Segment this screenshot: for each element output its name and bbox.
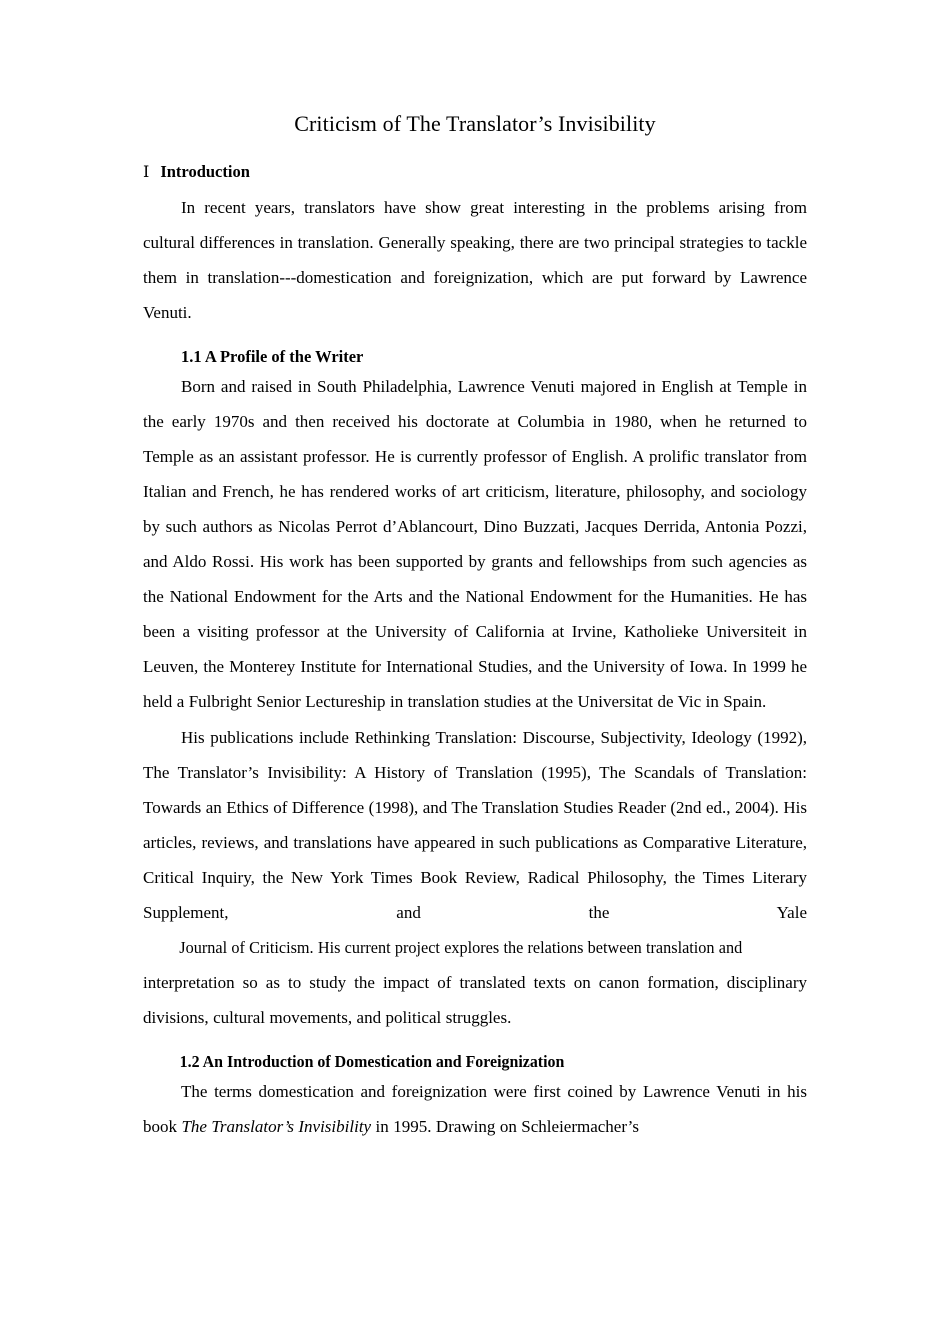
page-content-column	[143, 0, 807, 1144]
page-title: Criticism of The Translator’s Invisibility	[294, 111, 656, 136]
final-paragraph-before-italic: The terms domestication and foreignization were first coined by Lawrence Venuti in his book	[143, 1082, 807, 1136]
publications-condensed-line: Journal of Criticism. His current project explores the relations between translation and	[179, 938, 743, 957]
paragraph-publications	[143, 719, 807, 1035]
section-numeral: Ⅰ	[143, 164, 150, 181]
publications-lead-text: His publications include Rethinking Translation: Discourse, Subjectivity, Ideology (1992), The Translator’s Invisibility: A History of Translation (1995), The Scandals of Translation: Towards an Ethics of Difference (1998), and The Translation Studies Reader (2nd ed., 2004). His articles, reviews, and translations have appeared in such publications as Comparative Literature, Critical Inquiry, the New York Times Book Review, Radical Philosophy, the Times Literary Supplement, and the Yale	[143, 728, 807, 922]
final-paragraph-after-italic: in 1995. Drawing on Schleiermacher’s	[371, 1117, 639, 1136]
subsection-heading-1-2: 1.2 An Introduction of Domestication and Foreignization	[179, 1052, 565, 1071]
paragraph-domestication-foreignization	[143, 1073, 807, 1144]
section-heading-label: Introduction	[160, 162, 250, 181]
paragraph-writer-profile: Born and raised in South Philadelphia, Lawrence Venuti majored in English at Temple in the early 1970s and then received his doctorate at Columbia in 1980, when he returned to Temple as an assistant professor. He is currently professor of English. A prolific translator from Italian and French, he has rendered works of art criticism, literature, philosophy, and sociology by such authors as Nicolas Perrot d’Ablancourt, Dino Buzzati, Jacques Derrida, Antonia Pozzi, and Aldo Rossi. His work has been supported by grants and fellowships from such agencies as the National Endowment for the Arts and the National Endowment for the Humanities. He has been a visiting professor at the University of California at Irvine, Katholieke Universiteit in Leuven, the Monterey Institute for International Studies, and the University of Iowa. In 1999 he held a Fulbright Senior Lectureship in translation studies at the Universitat de Vic in Spain.	[143, 377, 807, 711]
publications-tail-text: interpretation so as to study the impact of translated texts on canon formation, disciplinary divisions, cultural movements, and political struggles.	[143, 973, 807, 1027]
book-title-italic: The Translator’s Invisibility	[181, 1117, 372, 1136]
paragraph-introduction: In recent years, translators have show great interesting in the problems arising from cultural differences in translation. Generally speaking, there are two principal strategies to tackle them in translation---domestication and foreignization, which are put forward by Lawrence Venuti.	[143, 198, 807, 322]
section-heading-introduction	[143, 138, 807, 184]
subsection-heading-1-1: 1.1 A Profile of the Writer	[181, 347, 364, 366]
